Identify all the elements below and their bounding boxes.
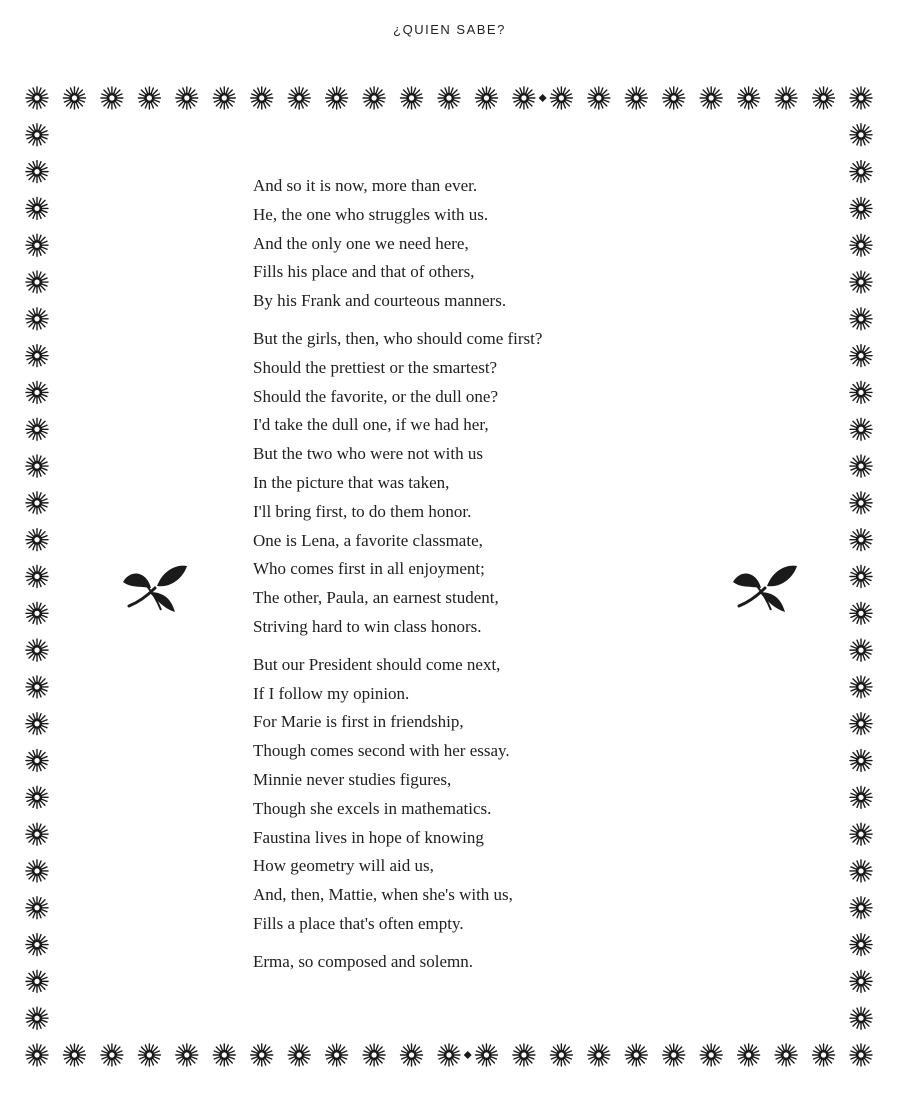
starburst-icon: [850, 1007, 872, 1029]
starburst-icon: [850, 418, 872, 440]
starburst-icon: [26, 234, 48, 256]
starburst-icon: [438, 87, 460, 109]
starburst-icon: [475, 1044, 497, 1066]
starburst-icon: [26, 713, 48, 735]
starburst-icon: [775, 1044, 797, 1066]
poem-line: And the only one we need here,: [253, 233, 469, 253]
starburst-icon: [700, 1044, 722, 1066]
starburst-icon: [850, 345, 872, 367]
poem-body: [253, 172, 673, 986]
starburst-icon: [26, 529, 48, 551]
starburst-icon: [850, 713, 872, 735]
starburst-icon: [138, 1044, 160, 1066]
starburst-icon: [625, 1044, 647, 1066]
starburst-icon: [588, 87, 610, 109]
poem-line: But the two who were not with us: [253, 444, 483, 464]
starburst-icon: [326, 87, 348, 109]
stanza-1: [253, 172, 673, 316]
starburst-icon: [26, 1044, 48, 1066]
poem-line: I'll bring first, to do them honor.: [253, 501, 472, 521]
starburst-icon: [850, 602, 872, 624]
starburst-icon: [26, 676, 48, 698]
starburst-icon: [850, 934, 872, 956]
starburst-icon: [26, 934, 48, 956]
starburst-icon: [850, 161, 872, 183]
right-fleuron-icon: [723, 560, 803, 624]
starburst-icon: [850, 381, 872, 403]
poem-line: Though comes second with her essay.: [253, 741, 510, 761]
stanza-4: [253, 948, 673, 977]
starburst-icon: [26, 418, 48, 440]
starburst-icon: [26, 750, 48, 772]
starburst-icon: [26, 566, 48, 588]
starburst-icon: [775, 87, 797, 109]
starburst-icon: [251, 1044, 273, 1066]
starburst-icon: [26, 492, 48, 514]
left-fleuron-icon: [113, 560, 193, 624]
small-diamond-icon: [539, 94, 547, 102]
poem-line: Striving hard to win class honors.: [253, 616, 482, 636]
poem-line: Should the favorite, or the dull one?: [253, 386, 499, 406]
starburst-icon: [850, 970, 872, 992]
starburst-icon: [251, 87, 273, 109]
starburst-icon: [26, 897, 48, 919]
starburst-icon: [26, 87, 48, 109]
starburst-icon: [850, 529, 872, 551]
starburst-icon: [850, 271, 872, 293]
poem-line: Fills a place that's often empty.: [253, 913, 464, 933]
starburst-icon: [700, 87, 722, 109]
starburst-icon: [213, 87, 235, 109]
starburst-icon: [550, 1044, 572, 1066]
starburst-icon: [101, 1044, 123, 1066]
poem-line: And so it is now, more than ever.: [253, 176, 478, 195]
poem-line: One is Lena, a favorite classmate,: [253, 530, 483, 550]
starburst-icon: [850, 124, 872, 146]
starburst-icon: [850, 308, 872, 330]
poem-line: Though she excels in mathematics.: [253, 798, 492, 818]
starburst-icon: [850, 492, 872, 514]
starburst-icon: [26, 639, 48, 661]
starburst-icon: [550, 87, 572, 109]
poem-line: I'd take the dull one, if we had her,: [253, 415, 489, 435]
starburst-icon: [850, 1044, 872, 1066]
running-head: ¿QUIEN SABE?: [393, 22, 506, 37]
starburst-icon: [850, 676, 872, 698]
starburst-icon: [26, 345, 48, 367]
starburst-icon: [363, 1044, 385, 1066]
starburst-icon: [26, 786, 48, 808]
poem-line: Erma, so composed and solemn.: [253, 951, 474, 971]
starburst-icon: [625, 87, 647, 109]
starburst-icon: [813, 87, 835, 109]
starburst-icon: [26, 1007, 48, 1029]
starburst-icon: [363, 87, 385, 109]
starburst-icon: [101, 87, 123, 109]
starburst-icon: [401, 87, 423, 109]
starburst-icon: [850, 750, 872, 772]
starburst-icon: [850, 455, 872, 477]
poem-line: For Marie is first in friendship,: [253, 712, 464, 732]
starburst-icon: [176, 87, 198, 109]
poem-line: He, the one who struggles with us.: [253, 204, 489, 224]
starburst-icon: [26, 455, 48, 477]
poem-line: The other, Paula, an earnest student,: [253, 588, 499, 608]
starburst-icon: [26, 860, 48, 882]
starburst-icon: [813, 1044, 835, 1066]
starburst-icon: [26, 124, 48, 146]
starburst-icon: [475, 87, 497, 109]
poem-line: In the picture that was taken,: [253, 472, 450, 492]
starburst-icon: [288, 1044, 310, 1066]
starburst-icon: [288, 87, 310, 109]
starburst-icon: [176, 1044, 198, 1066]
starburst-icon: [401, 1044, 423, 1066]
poem-line: And, then, Mattie, when she's with us,: [253, 885, 513, 905]
starburst-icon: [26, 197, 48, 219]
starburst-icon: [850, 566, 872, 588]
starburst-icon: [213, 1044, 235, 1066]
starburst-icon: [326, 1044, 348, 1066]
starburst-icon: [588, 1044, 610, 1066]
small-diamond-icon: [464, 1051, 472, 1059]
poem-line: Who comes first in all enjoyment;: [253, 559, 485, 579]
starburst-icon: [513, 1044, 535, 1066]
starburst-icon: [63, 87, 85, 109]
poem-line: Minnie never studies figures,: [253, 769, 452, 789]
starburst-icon: [26, 823, 48, 845]
starburst-icon: [850, 786, 872, 808]
starburst-icon: [850, 87, 872, 109]
starburst-icon: [26, 271, 48, 293]
poem-line: But our President should come next,: [253, 654, 501, 674]
poem-line: Should the prettiest or the smartest?: [253, 357, 498, 377]
poem-line: By his Frank and courteous manners.: [253, 291, 507, 311]
starburst-icon: [26, 381, 48, 403]
poem-line: Fills his place and that of others,: [253, 262, 475, 282]
starburst-icon: [850, 197, 872, 219]
poem-line: How geometry will aid us,: [253, 856, 434, 876]
starburst-icon: [513, 87, 535, 109]
starburst-icon: [63, 1044, 85, 1066]
starburst-icon: [663, 1044, 685, 1066]
starburst-icon: [738, 87, 760, 109]
starburst-icon: [850, 823, 872, 845]
poem-line: Faustina lives in hope of knowing: [253, 827, 484, 847]
starburst-icon: [138, 87, 160, 109]
starburst-icon: [850, 639, 872, 661]
starburst-icon: [663, 87, 685, 109]
stanza-2: [253, 325, 673, 642]
poem-line: But the girls, then, who should come first?: [253, 328, 543, 348]
starburst-icon: [26, 602, 48, 624]
starburst-icon: [26, 308, 48, 330]
starburst-icon: [738, 1044, 760, 1066]
starburst-icon: [850, 897, 872, 919]
starburst-icon: [850, 860, 872, 882]
starburst-icon: [26, 161, 48, 183]
starburst-icon: [438, 1044, 460, 1066]
stanza-3: [253, 651, 673, 939]
poem-line: If I follow my opinion.: [253, 683, 410, 703]
starburst-icon: [850, 234, 872, 256]
starburst-icon: [26, 970, 48, 992]
